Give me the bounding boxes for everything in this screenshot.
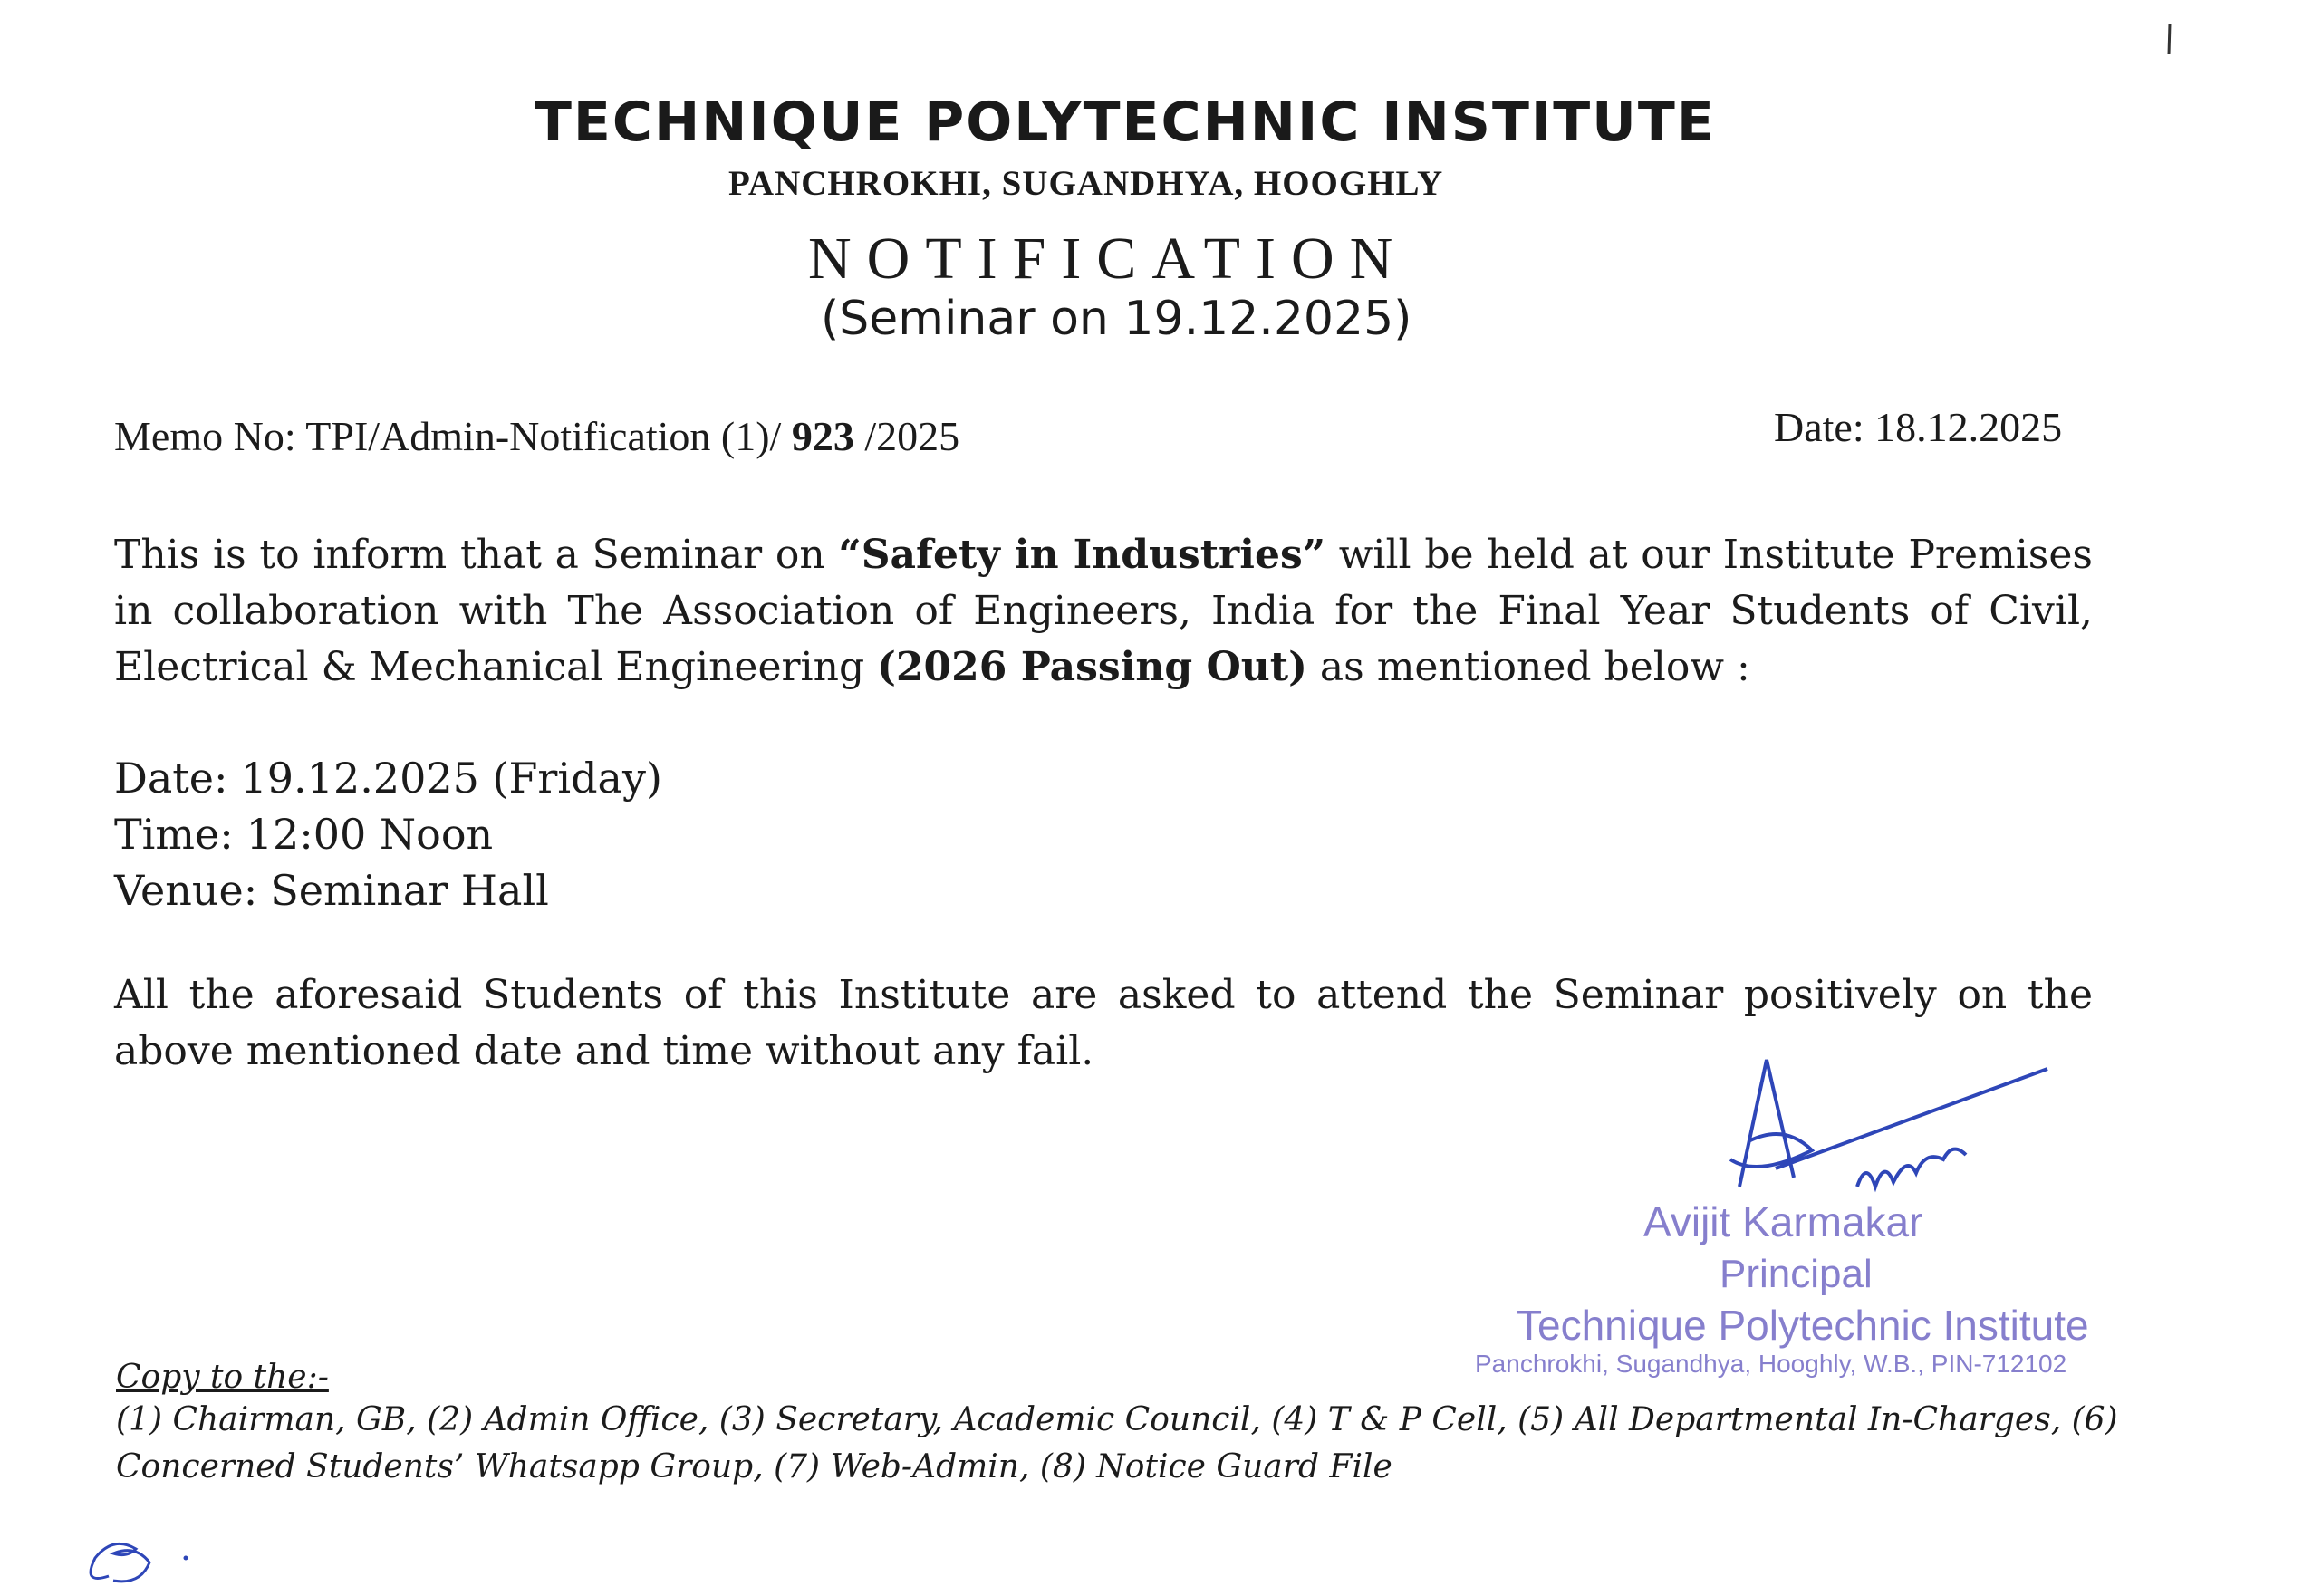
venue-label: Venue: — [114, 866, 258, 915]
seminar-topic: “Safety in Industries” — [838, 532, 1326, 578]
time-value: 12:00 Noon — [246, 810, 494, 859]
copy-to-list: (1) Chairman, GB, (2) Admin Office, (3) Secretary, Academic Council, (4) T & P Cell, (5) All Departmental In-Charges, (6) Concerned Students’ Whatsapp Group, (7) Web-Admin, (8) Notice Guard File — [116, 1401, 2118, 1485]
date-value: 19.12.2025 (Friday) — [240, 754, 662, 803]
venue-value: Seminar Hall — [270, 866, 549, 915]
detail-time — [114, 810, 493, 859]
handwritten-initials — [82, 1522, 208, 1594]
time-label: Time: — [114, 810, 234, 859]
memo-number — [114, 412, 959, 460]
issue-date: Date: 18.12.2025 — [1774, 404, 2063, 450]
stamp-address: Panchrokhi, Sugandhya, Hooghly, W.B., PIN-712102 — [1475, 1350, 2067, 1378]
stamp-role: Principal — [1720, 1252, 1873, 1296]
principal-signature — [1703, 1051, 2066, 1205]
detail-date — [114, 754, 662, 803]
institute-address: PANCHROKHI, SUGANDHYA, HOOGHLY — [728, 164, 1444, 203]
intro-text-2: will be held at our Institute Premises in collaboration with The Association of Engineers, India for the Final Year Students of Civil, Electrical & Mechanical Engineering — [114, 532, 2093, 690]
stamp-name: Avijit Karmakar — [1643, 1198, 1923, 1245]
intro-text-1: This is to inform that a Seminar on — [114, 532, 839, 578]
memo-serial: 923 — [791, 413, 854, 459]
intro-text-3: as mentioned below : — [1306, 644, 1750, 690]
stamp-institute: Technique Polytechnic Institute — [1517, 1302, 2089, 1349]
corner-mark — [2165, 22, 2174, 58]
intro-paragraph — [114, 527, 2093, 696]
attendance-paragraph: All the aforesaid Students of this Institute are asked to attend the Seminar positively on the above mentioned date and time without any fail. — [114, 972, 2093, 1074]
detail-venue — [114, 866, 549, 915]
memo-suffix: /2025 — [853, 413, 960, 459]
passing-batch: (2026 Passing Out) — [877, 644, 1307, 690]
notification-title: NOTIFICATION — [808, 226, 1409, 292]
date-label: Date: — [114, 754, 228, 803]
copy-to-label: Copy to the:- — [116, 1359, 329, 1396]
memo-prefix: Memo No: TPI/Admin-Notification (1)/ — [114, 413, 792, 459]
notification-subtitle: (Seminar on 19.12.2025) — [821, 292, 1412, 346]
institute-name: TECHNIQUE POLYTECHNIC INSTITUTE — [535, 91, 1716, 154]
